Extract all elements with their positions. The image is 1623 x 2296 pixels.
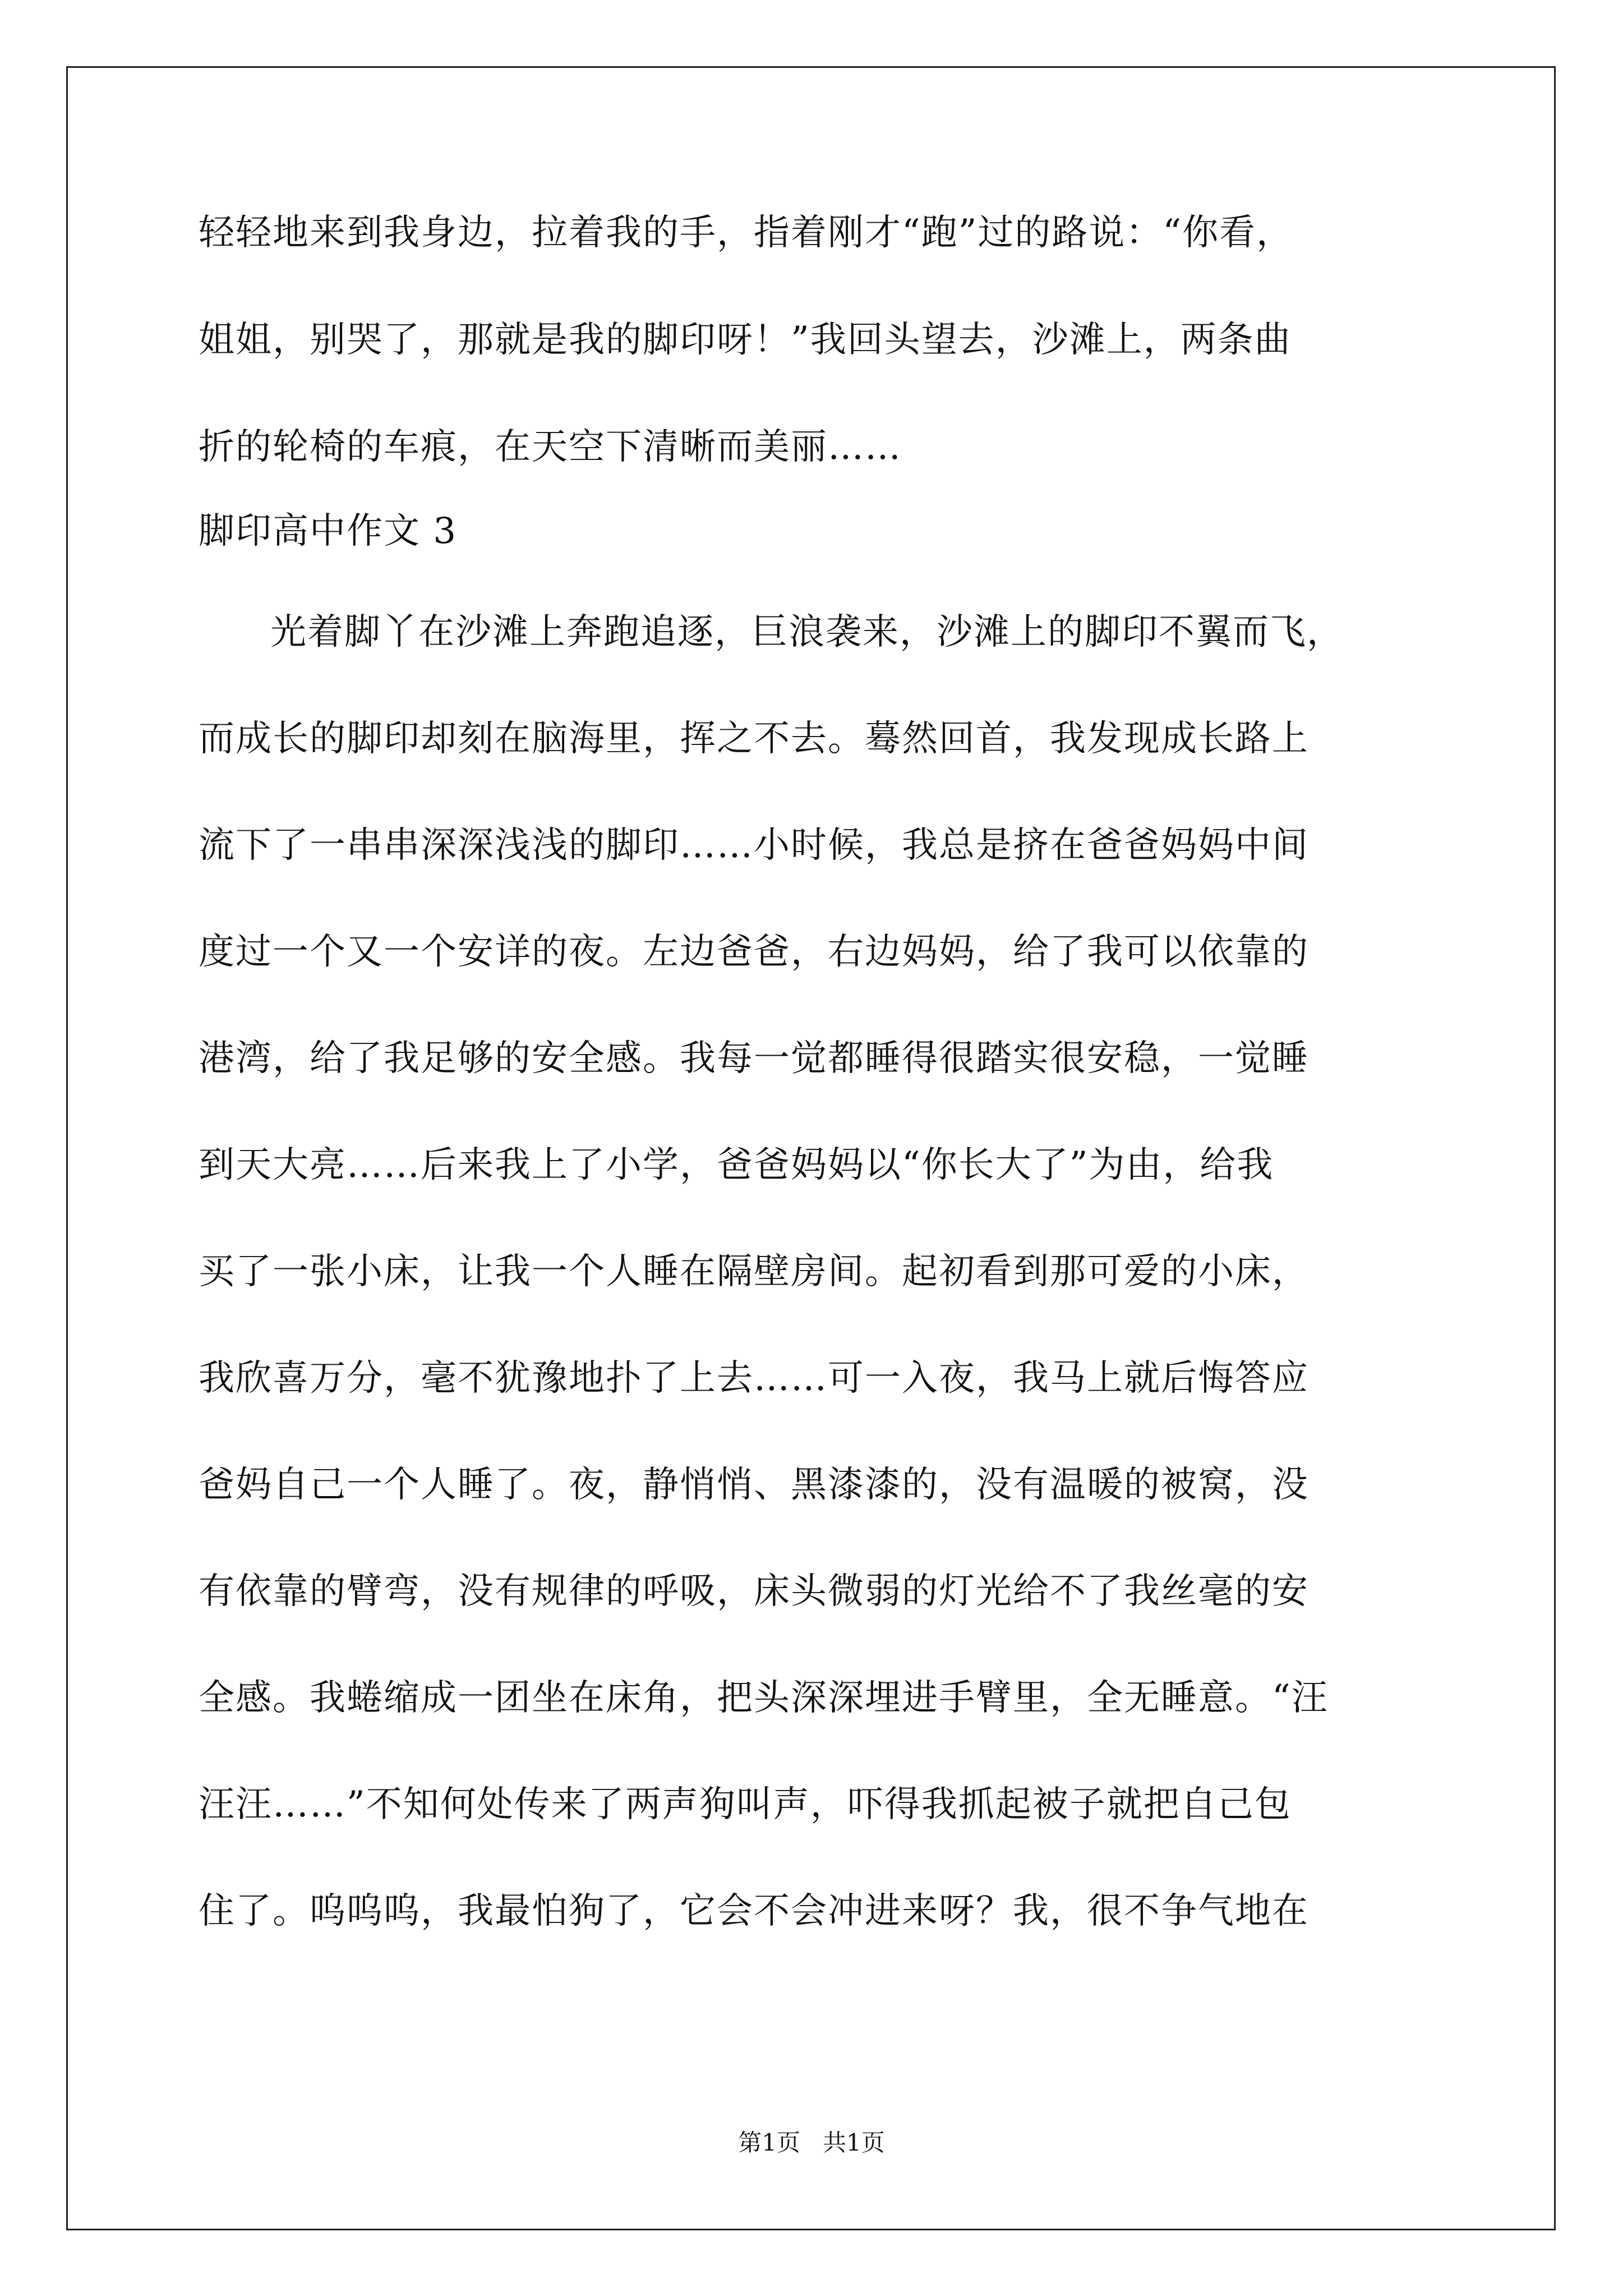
body-line-17: 住了。呜呜呜，我最怕狗了，它会不会冲进来呀？我，很不争气地在: [199, 1890, 1309, 1932]
body-line-12: 我欣喜万分，毫不犹豫地扑了上去……可一入夜，我马上就后悔答应: [199, 1358, 1309, 1399]
body-line-9: 港湾，给了我足够的安全感。我每一觉都睡得很踏实很安稳，一觉睡: [199, 1038, 1309, 1079]
body-line-7: 流下了一串串深深浅浅的脚印……小时候，我总是挤在爸爸妈妈中间: [199, 825, 1309, 866]
body-line-1: 轻轻地来到我身边，拉着我的手，指着刚才“跑”过的路说：“你看，: [199, 212, 1294, 254]
body-line-13: 爸妈自己一个人睡了。夜，静悄悄、黑漆漆的，没有温暖的被窝，没: [199, 1464, 1309, 1506]
page-footer: 第1页 共1页: [738, 2129, 885, 2156]
body-line-8: 度过一个又一个安详的夜。左边爸爸，右边妈妈，给了我可以依靠的: [199, 931, 1309, 973]
body-line-16: 汪汪……”不知何处传来了两声狗叫声，吓得我抓起被子就把自己包: [199, 1784, 1292, 1825]
body-line-11: 买了一张小床，让我一个人睡在隔壁房间。起初看到那可爱的小床，: [199, 1251, 1309, 1292]
body-line-6: 而成长的脚印却刻在脑海里，挥之不去。蓦然回首，我发现成长路上: [199, 718, 1309, 760]
body-line-10: 到天大亮……后来我上了小学，爸爸妈妈以“你长大了”为由，给我: [199, 1144, 1274, 1186]
body-line-5: 光着脚丫在沙滩上奔跑追逐，巨浪袭来，沙滩上的脚印不翼而飞，: [270, 611, 1344, 653]
body-line-15: 全感。我蜷缩成一团坐在床角，把头深深埋进手臂里，全无睡意。“汪: [199, 1677, 1329, 1719]
section-heading: 脚印高中作文 3: [199, 510, 458, 552]
body-line-14: 有依靠的臂弯，没有规律的呼吸，床头微弱的灯光给不了我丝毫的安: [199, 1571, 1309, 1612]
body-line-3: 折的轮椅的车痕，在天空下清晰而美丽……: [199, 426, 902, 468]
body-line-2: 姐姐，别哭了，那就是我的脚印呀！”我回头望去，沙滩上，两条曲: [199, 319, 1292, 361]
